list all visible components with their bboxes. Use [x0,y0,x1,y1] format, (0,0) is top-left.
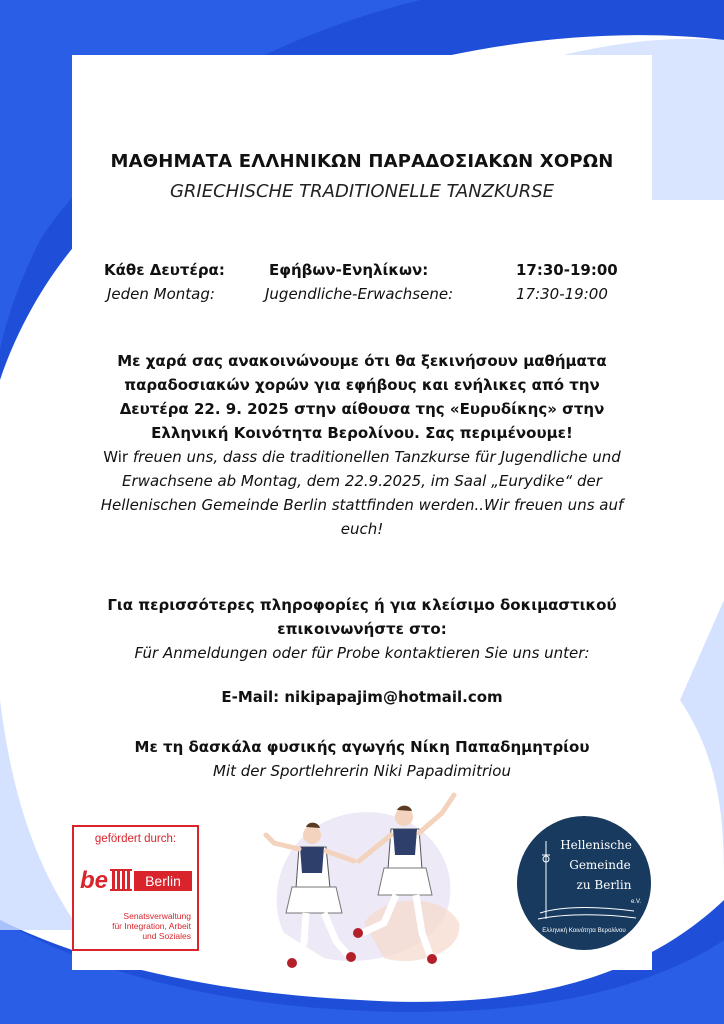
flyer-card [72,55,652,970]
info-german: Für Anmeldungen oder für Probe kontaktieren Sie uns unter: [134,644,590,662]
logo-berlin-text: Berlin [145,873,181,889]
funder-logo-box [72,825,199,951]
schedule-group-german: Jugendliche-Erwachsene: [265,285,454,303]
funder-line: Senatsverwaltung [123,911,191,921]
schedule-group-greek: Εφήβων-Ενηλίκων: [269,261,429,279]
contact-email[interactable]: E-Mail: nikipapajim@hotmail.com [221,688,503,706]
community-logo [516,815,652,951]
logo-be-text: be [80,867,109,894]
announcement-german-prefix: Wir [103,448,133,466]
teacher-german: Mit der Sportlehrerin Niki Papadimitriou [213,762,511,780]
funder-line: und Soziales [142,931,191,941]
announcement-german-body: freuen uns, dass die traditionellen Tanzkurse für Jugendliche und Erwachsene ab Montag, dem 22.9.2025, im Saal „Eurydike“ der Hellenischen Gemeinde Berlin stattfinden werden..Wir freuen uns auf euch! [100,448,624,538]
community-ev: e.V. [630,899,642,905]
community-line: Hellenische [560,838,632,852]
be-berlin-logo [74,861,197,899]
dancers-illustration [244,783,474,970]
schedule-time-greek: 17:30-19:00 [516,261,618,279]
community-footer: Ελληνική Κοινότητα Βερολίνου [542,927,626,934]
schedule-day-greek: Κάθε Δευτέρα: [104,261,225,279]
schedule-time-german: 17:30-19:00 [516,285,608,303]
schedule-day-german: Jeden Montag: [107,285,215,303]
teacher-greek: Με τη δασκάλα φυσικής αγωγής Νίκη Παπαδημητρίου [134,738,590,756]
community-line: Gemeinde [569,858,631,872]
community-line: zu Berlin [576,878,632,892]
announcement-greek: Με χαρά σας ανακοινώνουμε ότι θα ξεκινήσουν μαθήματα παραδοσιακών χορών για εφήβους και ενήλικες από την Δευτέρα 22. 9. 2025 στην αίθουσα της «Ευρυδίκης» στην Ελληνική Κοινότητα Βερολίνου. Σας περιμένουμε! [117,352,607,442]
funder-department [112,911,191,941]
title-greek: ΜΑΘΗΜΑΤΑ ΕΛΛΗΝΙΚΩΝ ΠΑΡΑΔΟΣΙΑΚΩΝ ΧΟΡΩΝ [110,151,614,172]
funder-line: für Integration, Arbeit [112,921,191,931]
title-german: GRIECHISCHE TRADITIONELLE TANZKURSE [169,181,555,202]
info-greek: Για περισσότερες πληροφορίες ή για κλείσιμο δοκιμαστικού επικοινωνήστε στο: [107,596,617,638]
announcement-german [90,445,634,541]
funder-label: gefördert durch: [94,833,177,845]
